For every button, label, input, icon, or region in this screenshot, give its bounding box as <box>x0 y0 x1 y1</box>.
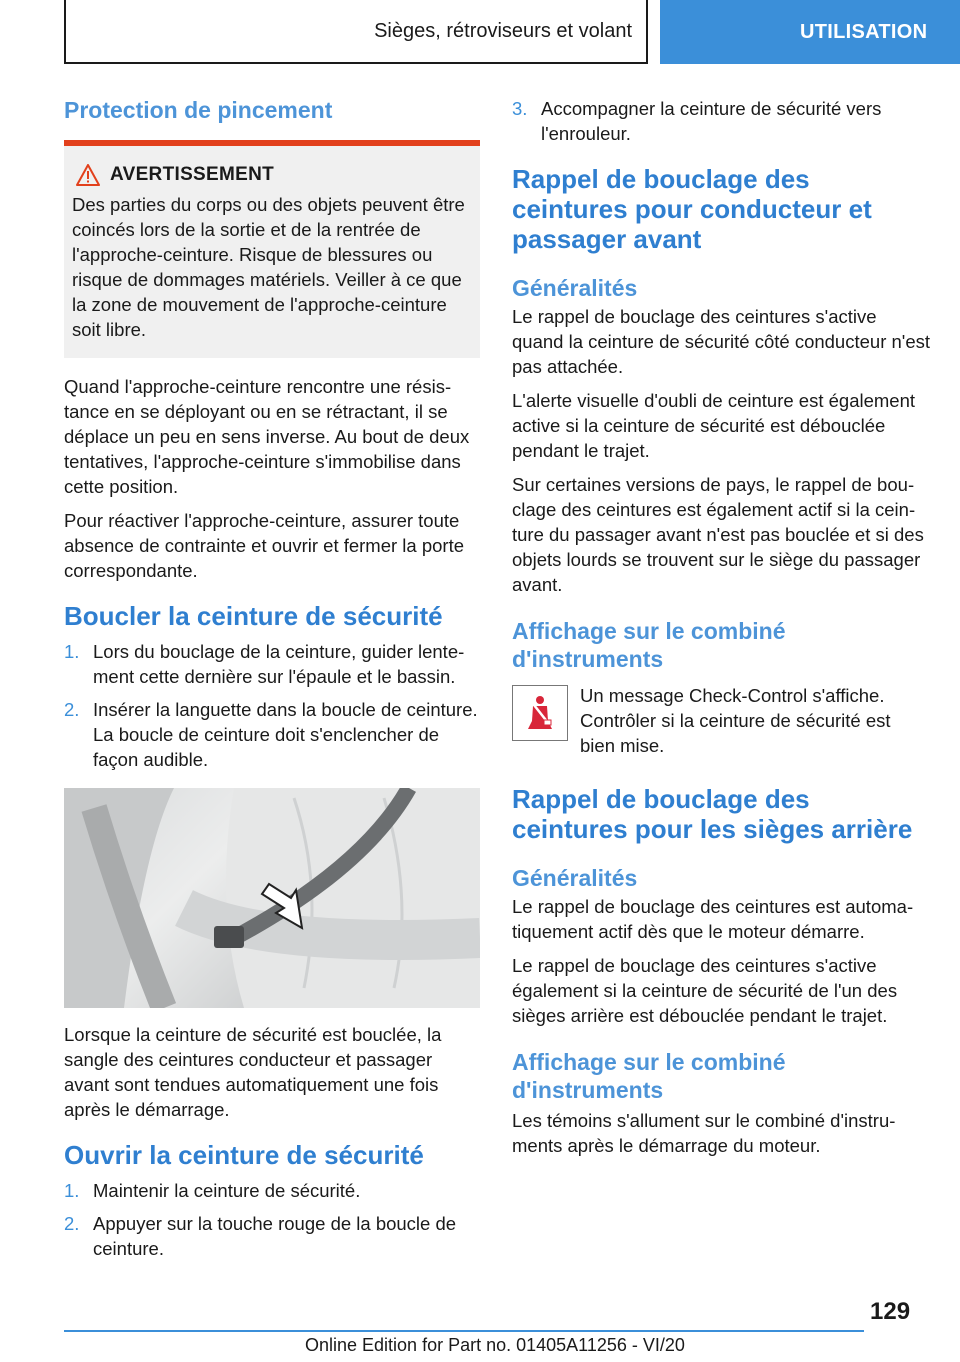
seatbelt-illustration <box>64 788 480 1008</box>
seat-drawing <box>64 788 480 1008</box>
front-general-title: Généralités <box>512 275 638 301</box>
list-item <box>64 639 480 689</box>
warning-triangle-icon <box>76 164 100 186</box>
page-header <box>0 0 960 66</box>
footer-divider <box>64 1330 864 1332</box>
step-number: 3. <box>512 98 528 119</box>
seatbelt-warning-icon <box>512 685 568 741</box>
page-number: 129 <box>870 1298 911 1325</box>
rear-reminder-title: Rappel de bouclage des ceintures pour les sièges arrière <box>512 784 913 844</box>
paragraph: Quand l'approche-ceinture rencontre une résistance en se déployant ou en se rétractant, il se déplace un peu en sens inverse. Au bout de deux tentatives, l'approche-ceinture s'immobilise dans cette position. <box>64 376 470 497</box>
paragraph: Le rappel de bouclage des ceintures s'active également si la ceinture de sécurité de l'un des sièges arrière est débouclée pendant le trajet. <box>512 955 898 1026</box>
step-number: 2. <box>64 1213 80 1234</box>
paragraph: Pour réactiver l'approche-ceinture, assurer toute absence de contrainte et ouvrir et fermer la porte correspondante. <box>64 510 465 581</box>
step-text: Accompagner la ceinture de sécurité vers l'enrouleur. <box>541 98 882 144</box>
footer-edition: Online Edition for Part no. 01405A11256 - VI/20 <box>305 1335 685 1355</box>
list-item <box>64 1211 480 1261</box>
left-column <box>64 96 480 1269</box>
warning-text: Des parties du corps ou des objets peuvent être coincés lors de la sortie et de la rentrée de l'approche-ceinture. Risque de blessures ou risque de dommages matériels. Veiller à ce que la zone de mouvement de l'approche-ceinture soit libre. <box>72 194 465 340</box>
paragraph: Les témoins s'allument sur le combiné d'instruments après le démarrage du moteur. <box>512 1110 896 1156</box>
header-section: Sièges, rétroviseurs et volant <box>64 0 648 64</box>
open-steps <box>64 1178 480 1261</box>
list-item <box>64 697 480 772</box>
buckle-steps <box>64 639 480 772</box>
step-number: 1. <box>64 641 80 662</box>
rear-general-title: Généralités <box>512 865 638 891</box>
warning-box <box>64 140 480 358</box>
step-text: Maintenir la ceinture de sécurité. <box>93 1180 361 1201</box>
header-chapter-tab[interactable]: UTILISATION <box>660 0 960 64</box>
open-steps-continued <box>512 96 930 146</box>
check-control-message <box>512 683 930 758</box>
paragraph: Sur certaines versions de pays, le rappel de bouclage des ceintures est également actif si la ceinture du passager avant n'est pas bouclée et si des objets lourds se trouvent sur le siège du passager avant. <box>512 474 924 595</box>
list-item <box>512 96 930 146</box>
warning-title: AVERTISSEMENT <box>110 164 275 185</box>
list-item <box>64 1178 480 1203</box>
front-display-title: Affichage sur le combiné d'instruments <box>512 618 786 672</box>
paragraph: Le rappel de bouclage des ceintures est automatiquement actif dès que le moteur démarre. <box>512 896 914 942</box>
step-number: 1. <box>64 1180 80 1201</box>
step-text: Appuyer sur la touche rouge de la boucle de ceinture. <box>93 1213 457 1259</box>
step-text: Lors du bouclage de la ceinture, guider lentement cette dernière sur l'épaule et le bassin. <box>93 641 465 687</box>
paragraph: L'alerte visuelle d'oubli de ceinture est également active si la ceinture de sécurité est débouclée pendant le trajet. <box>512 390 916 461</box>
paragraph: Lorsque la ceinture de sécurité est bouclée, la sangle des ceintures conducteur et passager avant sont tendues automatiquement une fois après le démarrage. <box>64 1024 442 1120</box>
step-number: 2. <box>64 699 80 720</box>
pinch-protection-title: Protection de pincement <box>64 97 333 123</box>
front-reminder-title: Rappel de bouclage des ceintures pour conducteur et passager avant <box>512 164 872 254</box>
rear-display-title: Affichage sur le combiné d'instruments <box>512 1049 786 1103</box>
step-text: Insérer la languette dans la boucle de ceinture. La boucle de ceinture doit s'enclencher de façon audible. <box>93 699 478 770</box>
paragraph: Le rappel de bouclage des ceintures s'active quand la ceinture de sécurité côté conducteur n'est pas attachée. <box>512 306 930 377</box>
right-column <box>512 96 930 1167</box>
open-belt-title: Ouvrir la ceinture de sécurité <box>64 1140 424 1170</box>
buckle-title: Boucler la ceinture de sécurité <box>64 601 443 631</box>
message-text: Un message Check-Control s'affiche. Contrôler si la ceinture de sécurité est bien mise. <box>580 685 891 756</box>
warning-header <box>72 164 472 186</box>
